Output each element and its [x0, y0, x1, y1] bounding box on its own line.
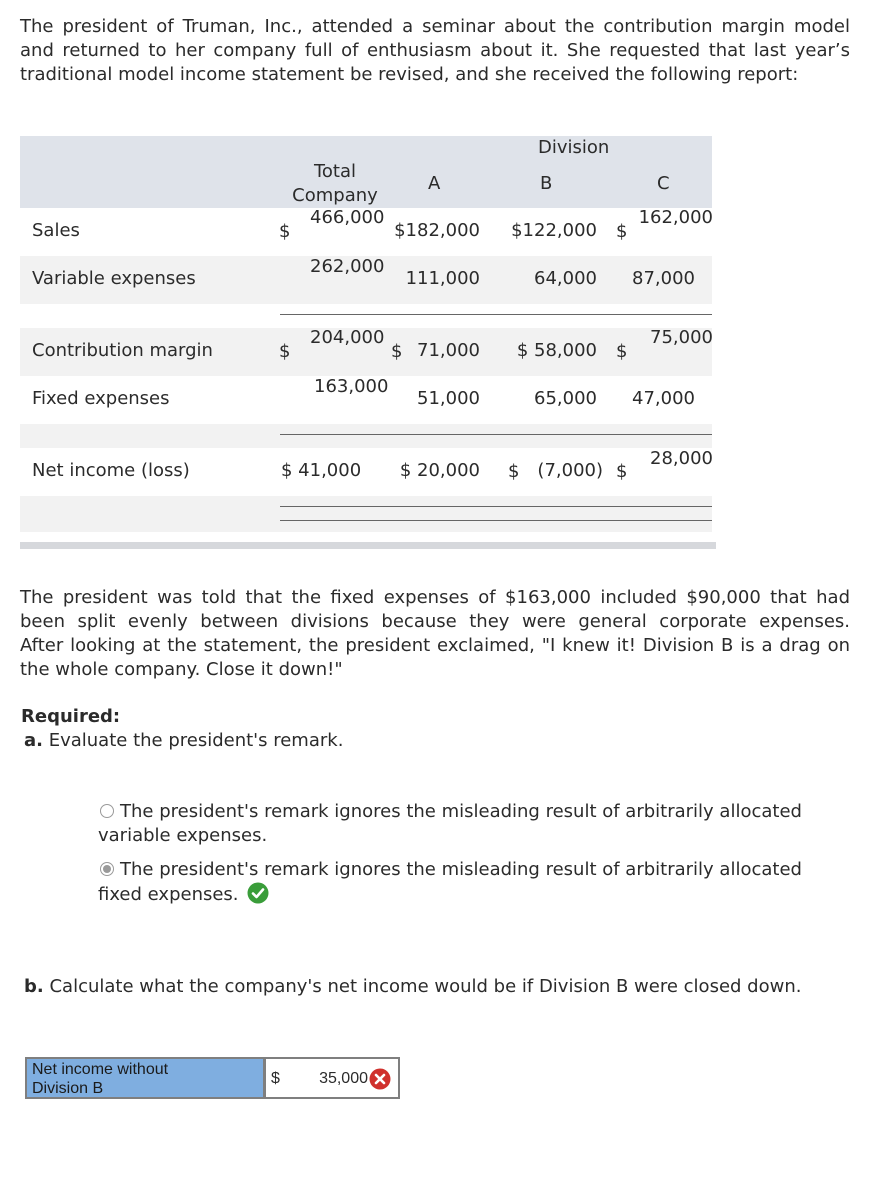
- intro-line: traditional model income statement be revised, and she received the following report:: [20, 64, 799, 85]
- fixed-a: 51,000: [417, 388, 480, 409]
- answer-value[interactable]: 35,000: [319, 1070, 368, 1087]
- double-rule: [280, 506, 712, 507]
- fixed-label: Fixed expenses: [32, 388, 170, 409]
- sales-a: $182,000: [394, 220, 480, 241]
- fixed-c: 47,000: [632, 388, 695, 409]
- currency-sign: $: [616, 461, 628, 482]
- double-rule: [280, 520, 712, 521]
- net-a: $ 20,000: [399, 460, 480, 481]
- question-b-prefix: b.: [24, 976, 44, 997]
- cm-label: Contribution margin: [32, 340, 213, 361]
- answer-input-cell[interactable]: [265, 1057, 400, 1099]
- option-text: The president's remark ignores the misleading result of arbitrarily allocated: [120, 859, 802, 880]
- total-company-header: Total Company: [292, 161, 378, 206]
- division-c-header: C: [657, 173, 670, 194]
- variable-b: 64,000: [534, 268, 597, 289]
- row-background: [20, 496, 712, 532]
- answer-currency: $: [271, 1070, 280, 1087]
- sales-c: 162,000: [638, 207, 713, 228]
- cm-total: 204,000: [310, 327, 385, 348]
- sales-total: 466,000: [310, 207, 385, 228]
- currency-sign: $: [616, 221, 628, 242]
- intro-line: and returned to her company full of enthusiasm about it. She requested that last year’s: [20, 40, 850, 61]
- answer-label: Net income without Division B: [25, 1057, 265, 1099]
- fixed-b: 65,000: [534, 388, 597, 409]
- currency-sign: $: [391, 341, 403, 362]
- option-variable[interactable]: [98, 800, 838, 848]
- option-text: The president's remark ignores the misleading result of arbitrarily allocated: [120, 801, 802, 822]
- option-text: variable expenses.: [98, 825, 268, 846]
- subtotal-rule: [280, 434, 712, 435]
- question-b-text: Calculate what the company's net income would be if Division B were closed down.: [49, 976, 802, 997]
- currency-sign: $: [279, 341, 291, 362]
- question-a-text: Evaluate the president's remark.: [48, 730, 344, 751]
- variable-total: 262,000: [310, 256, 385, 277]
- question-b: [24, 976, 801, 997]
- incorrect-x-icon: [369, 1068, 391, 1090]
- option-text: fixed expenses.: [98, 884, 239, 905]
- correct-check-icon: [247, 882, 269, 904]
- intro-line: The president of Truman, Inc., attended a seminar about the contribution margin model: [20, 16, 850, 37]
- intro-paragraph: [20, 15, 850, 87]
- net-label: Net income (loss): [32, 460, 190, 481]
- fixed-total: 163,000: [314, 376, 389, 397]
- followup-line: the whole company. Close it down!": [20, 659, 343, 680]
- required-heading: Required:: [21, 706, 121, 727]
- currency-sign: $: [508, 461, 520, 482]
- followup-line: The president was told that the fixed expenses of $163,000 included $90,000 that had: [20, 587, 850, 608]
- row-background: [20, 424, 712, 448]
- net-c: 28,000: [650, 448, 713, 469]
- followup-paragraph: [20, 586, 850, 682]
- cm-c: 75,000: [650, 327, 713, 348]
- radio-button[interactable]: [100, 804, 114, 818]
- cm-a: 71,000: [417, 340, 480, 361]
- sales-label: Sales: [32, 220, 80, 241]
- variable-a: 111,000: [405, 268, 480, 289]
- followup-line: After looking at the statement, the president exclaimed, "I knew it! Division B is a drag on: [20, 635, 850, 656]
- division-b-header: B: [540, 173, 553, 194]
- variable-c: 87,000: [632, 268, 695, 289]
- net-total: $ 41,000: [281, 460, 362, 481]
- division-a-header: A: [428, 173, 441, 194]
- sales-b: $122,000: [511, 220, 597, 241]
- currency-sign: $: [616, 341, 628, 362]
- cm-b: $ 58,000: [516, 340, 597, 361]
- option-fixed[interactable]: [98, 858, 838, 907]
- currency-sign: $: [279, 221, 291, 242]
- question-a-prefix: a.: [24, 730, 43, 751]
- variable-label: Variable expenses: [32, 268, 196, 289]
- radio-button-selected[interactable]: [100, 862, 114, 876]
- table-bottom-bar: [20, 542, 716, 549]
- question-a: [24, 730, 343, 751]
- net-b: (7,000): [537, 460, 603, 481]
- followup-line: been split evenly between divisions because they were general corporate expenses.: [20, 611, 850, 632]
- division-header: Division: [538, 137, 610, 158]
- subtotal-rule: [280, 314, 712, 315]
